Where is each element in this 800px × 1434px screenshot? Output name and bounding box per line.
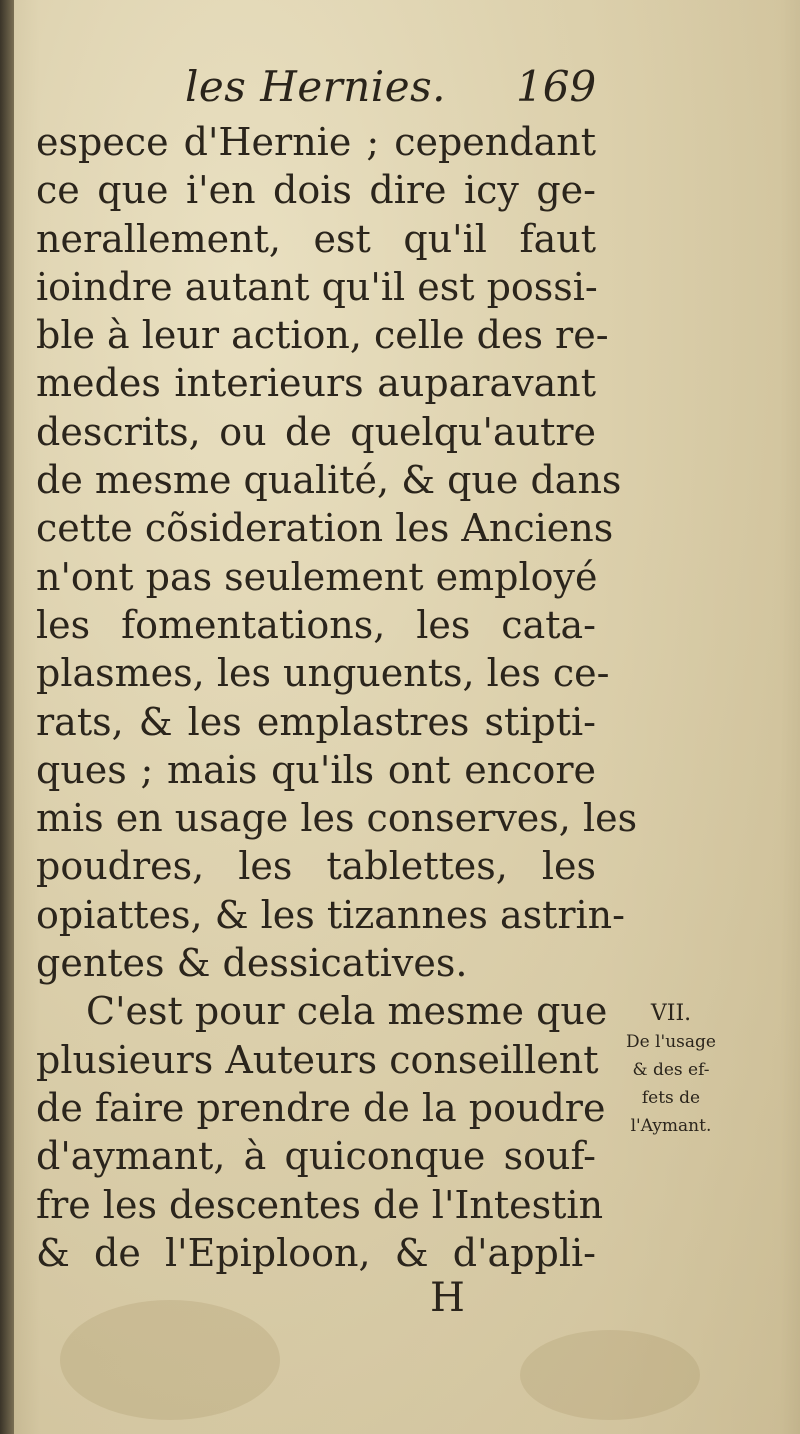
text-line: opiattes, & les tizannes astrin- — [36, 892, 625, 937]
text-line: plusieurs Auteurs conseillent — [36, 1037, 599, 1082]
marginal-note-number: VII. — [650, 1001, 692, 1026]
text-line: mis en usage les conserves, les — [36, 796, 638, 841]
text-line: C'est pour cela mesme que — [86, 989, 608, 1034]
text-line: rats, & les emplastres stipti- — [36, 699, 596, 744]
text-line: nerallement, est qu'il faut — [36, 216, 596, 261]
text-line: de faire prendre de la poudre — [36, 1085, 606, 1130]
text-line: ce que i'en dois dire icy ge- — [36, 168, 596, 213]
text-line: gentes & dessicatives. — [36, 941, 468, 986]
text-line: n'ont pas seulement employé — [36, 554, 598, 599]
text-line: fre les descentes de l'Intestin — [36, 1182, 604, 1227]
text-line: ioindre autant qu'il est possi- — [36, 264, 598, 309]
text-line: cette cõsideration les Anciens — [36, 506, 614, 551]
paper-stain — [60, 1300, 280, 1420]
text-line: les fomentations, les cata- — [36, 602, 596, 647]
marginal-note-line: fets de — [641, 1088, 701, 1108]
running-title: les Hernies. — [185, 62, 446, 111]
marginal-note-line: De l'usage — [626, 1032, 716, 1052]
marginal-note — [606, 1000, 736, 1140]
text-line: de mesme qualité, & que dans — [36, 458, 622, 503]
binding-gutter — [0, 0, 14, 1434]
text-line: ques ; mais qu'ils ont encore — [36, 747, 596, 792]
signature-mark: H — [430, 1275, 465, 1321]
body-text — [36, 118, 638, 1277]
text-line: medes interieurs auparavant — [36, 361, 596, 406]
text-line: plasmes, les unguents, les ce- — [36, 651, 610, 696]
text-line: poudres, les tablettes, les — [36, 844, 596, 889]
page-header — [0, 62, 800, 118]
paper-stain — [520, 1330, 700, 1420]
text-line: descrits, ou de quelqu'autre — [36, 409, 596, 454]
marginal-note-line: l'Aymant. — [630, 1116, 712, 1136]
marginal-note-line: & des ef- — [632, 1060, 710, 1080]
text-line: & de l'Epiploon, & d'appli- — [36, 1230, 596, 1275]
text-line: d'aymant, à quiconque souf- — [36, 1134, 596, 1179]
page-number: 169 — [516, 62, 597, 111]
text-line: ble à leur action, celle des re- — [36, 313, 609, 358]
text-line: especе d'Hernie ; cependant — [36, 120, 596, 164]
